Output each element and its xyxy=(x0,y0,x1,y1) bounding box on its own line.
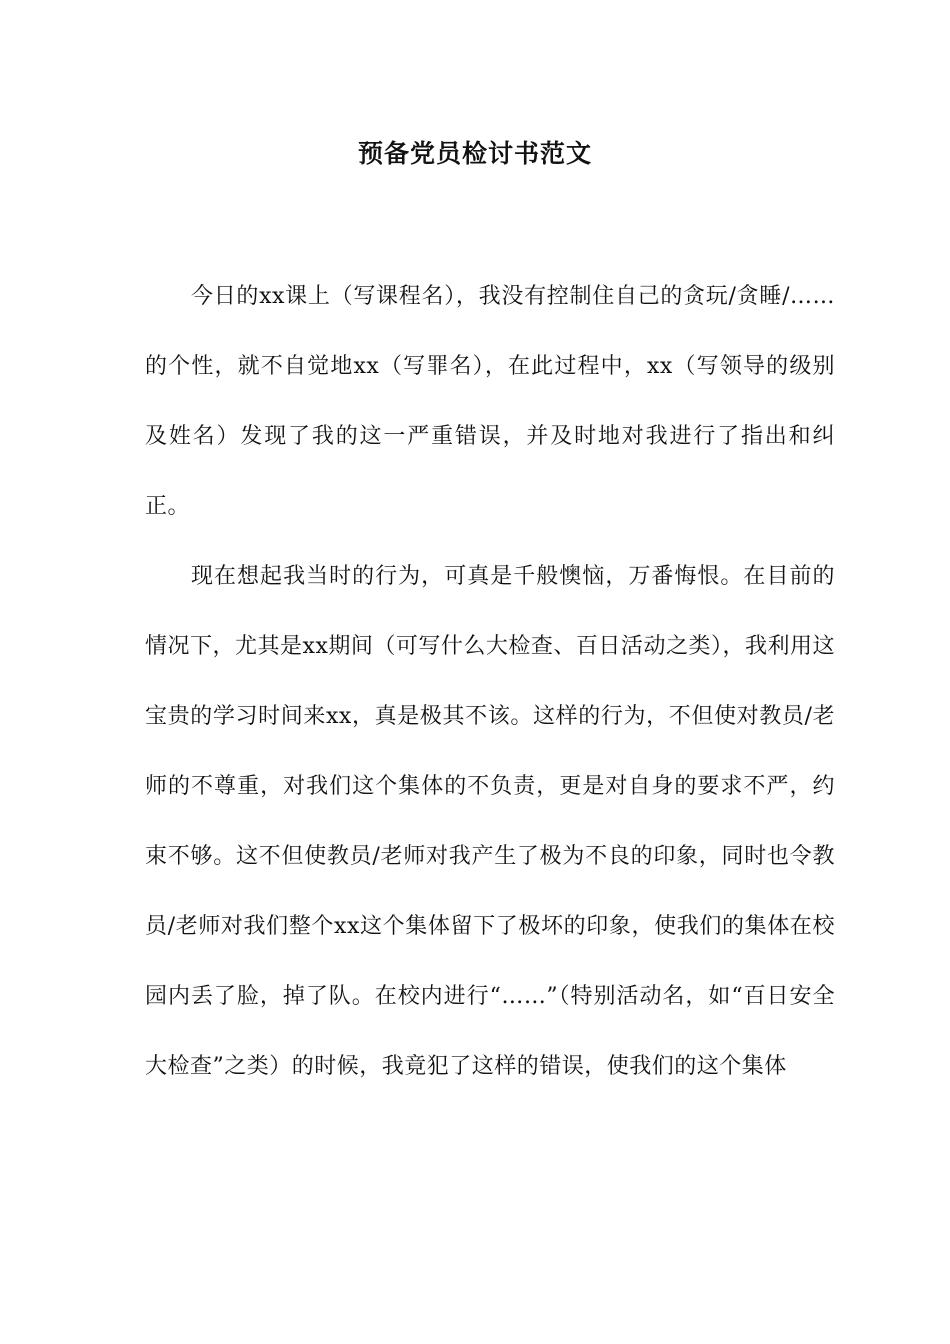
paragraph-1: 今日的xx课上（写课程名），我没有控制住自己的贪玩/贪睡/……的个性，就不自觉地xx（写罪名），在此过程中，xx（写领导的级别及姓名）发现了我的这一严重错误，并及时地对我进行了指出和纠正。 xyxy=(145,284,835,519)
document-title: 预备党员检讨书范文 xyxy=(357,139,592,168)
document-body xyxy=(145,262,835,1102)
paragraph-2: 现在想起我当时的行为，可真是千般懊恼，万番悔恨。在目前的情况下，尤其是xx期间（可写什么大检查、百日活动之类），我利用这宝贵的学习时间来xx，真是极其不该。这样的行为，不但使对教员/老师的不尊重，对我们这个集体的不负责，更是对自身的要求不严，约束不够。这不但使教员/老师对我产生了极为不良的印象，同时也令教员/老师对我们整个xx这个集体留下了极坏的印象，使我们的集体在校园内丢了脸，掉了队。在校内进行“……”（特别活动名，如“百日安全大检查”之类）的时候，我竟犯了这样的错误，使我们的这个集体 xyxy=(145,564,835,1079)
